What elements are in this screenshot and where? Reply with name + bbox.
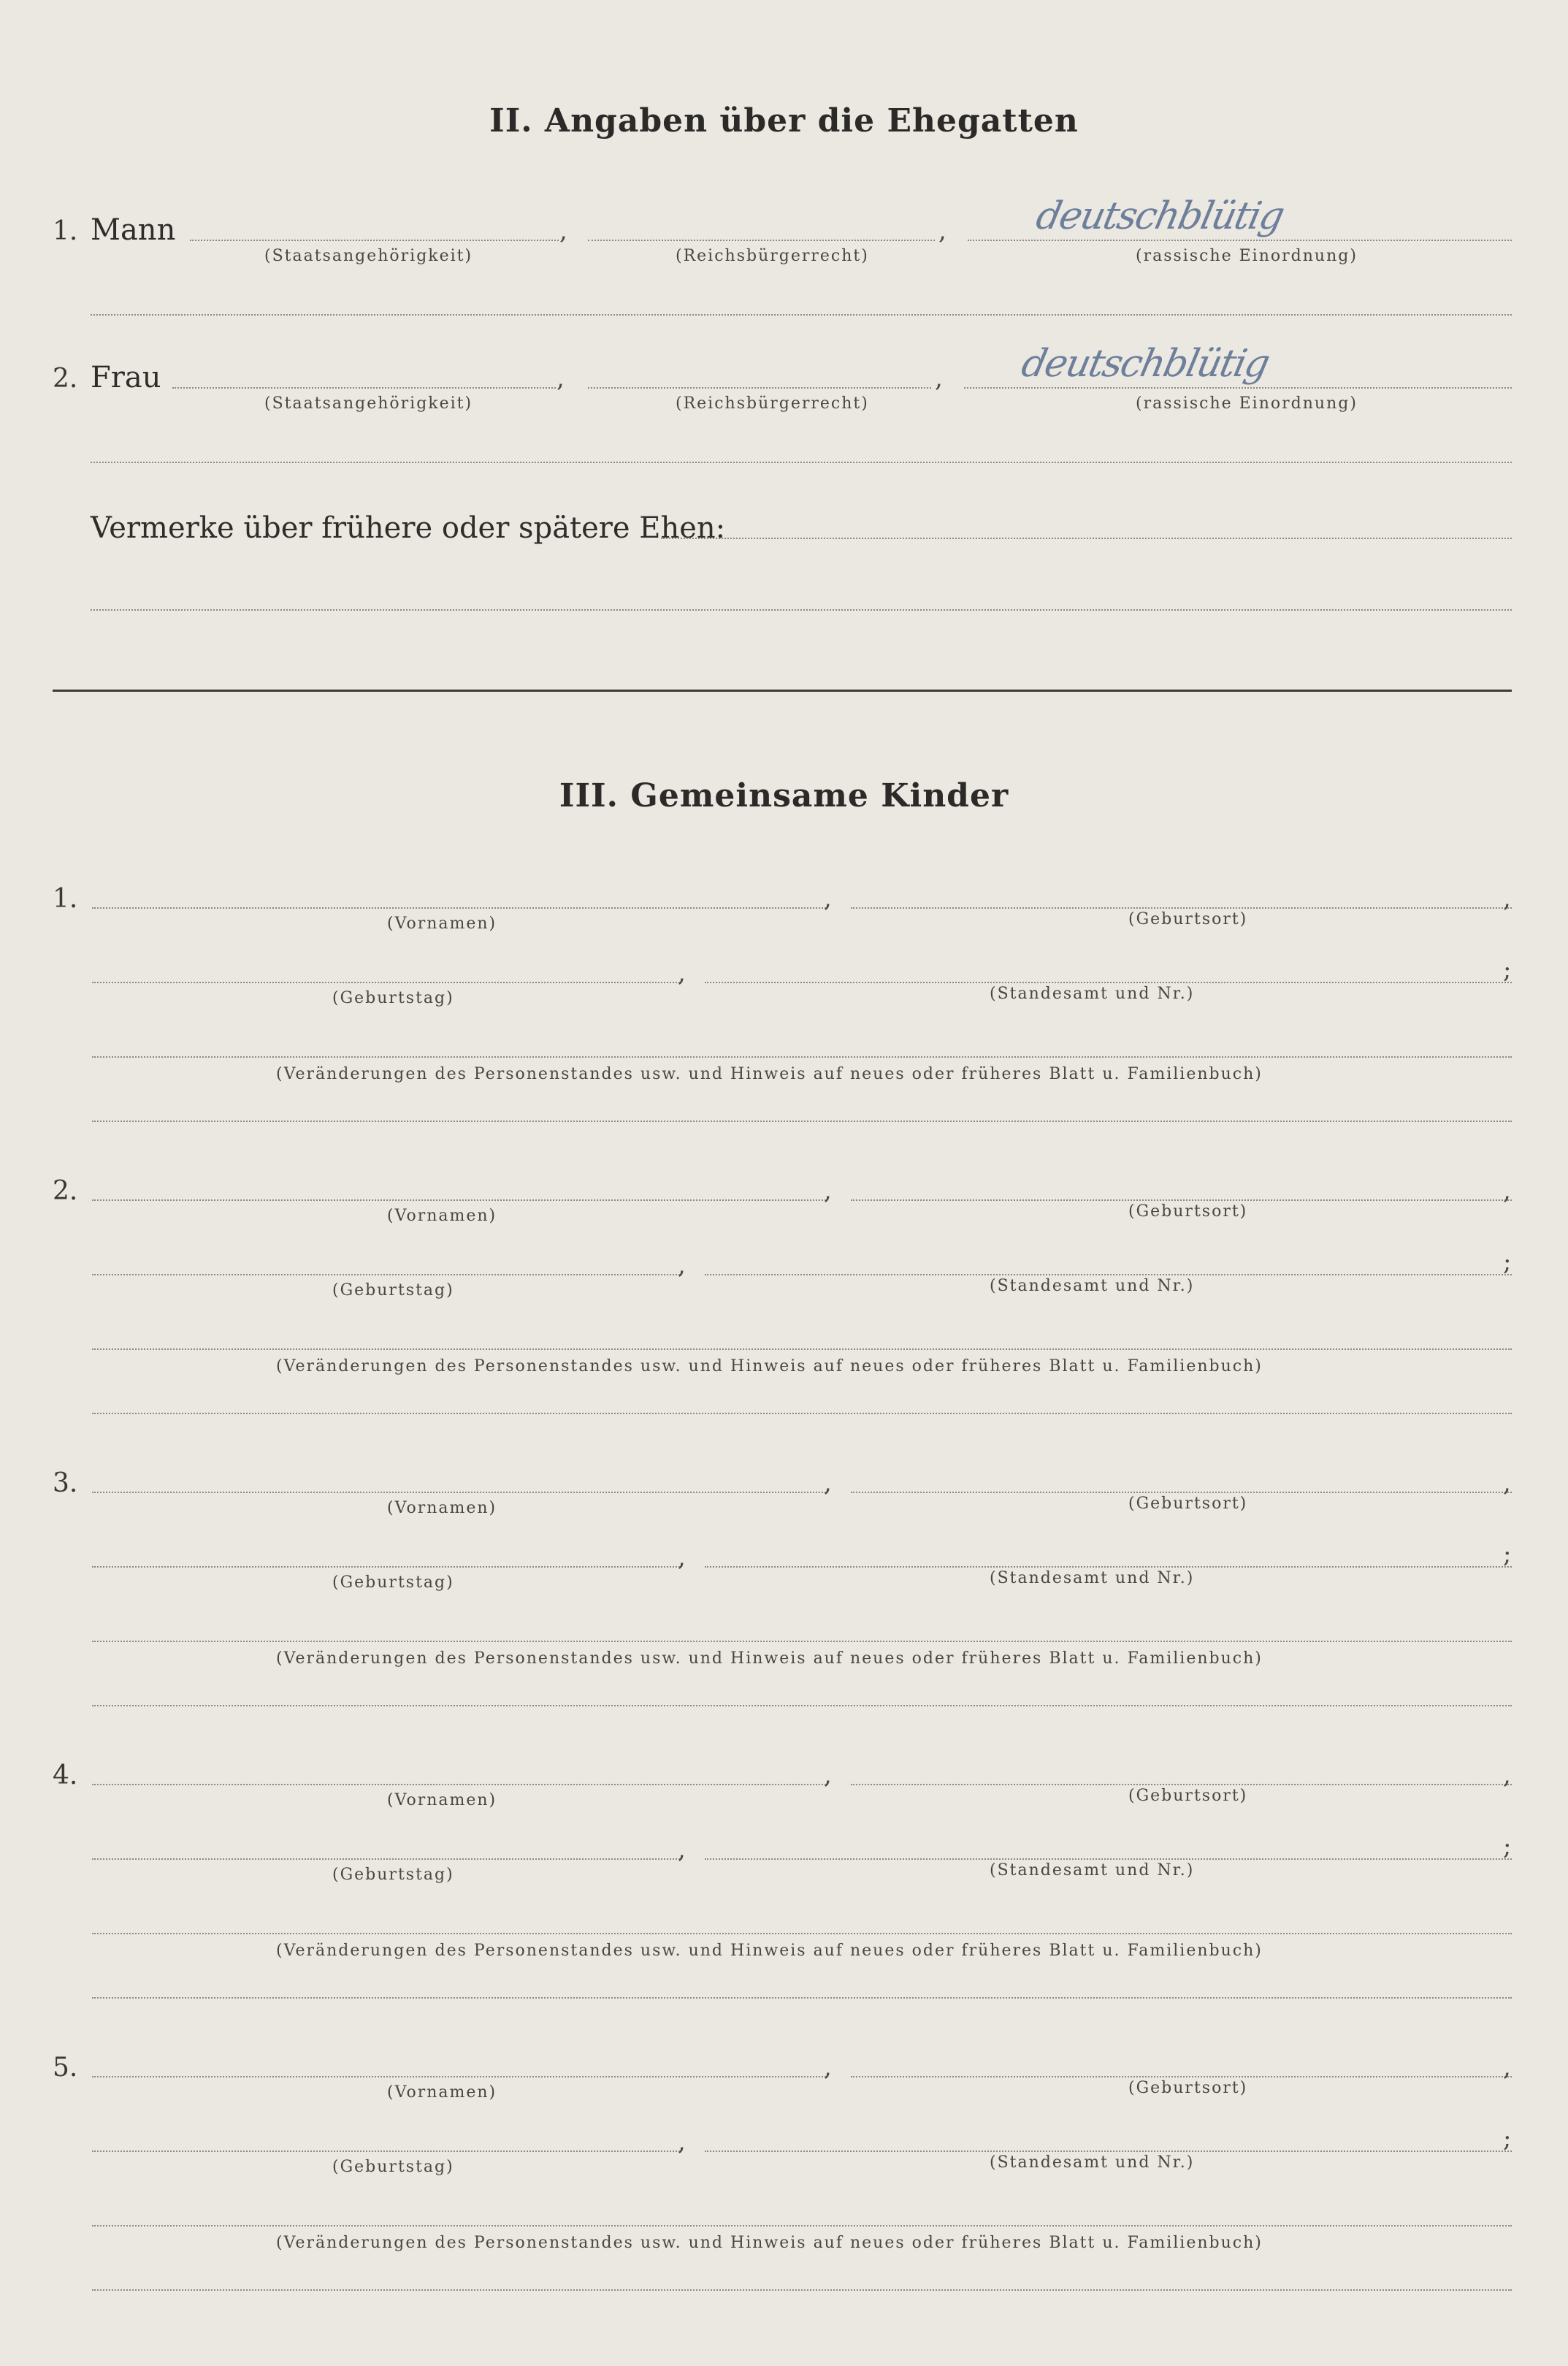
birthplace-line[interactable]: [851, 907, 1512, 909]
first-names-line[interactable]: [92, 907, 826, 909]
changes-line-2[interactable]: [92, 1997, 1512, 1999]
comma: ,: [824, 1176, 832, 1205]
semicolon: ;: [1503, 955, 1512, 985]
remarks-line-2[interactable]: [91, 609, 1512, 611]
birthday-line[interactable]: [92, 1274, 680, 1275]
comma: ,: [1503, 884, 1511, 913]
label-birthplace: (Geburtsort): [1128, 1787, 1248, 1805]
comma: ,: [678, 2127, 686, 2156]
label-birthplace: (Geburtsort): [1128, 1202, 1248, 1221]
label-citizenship: (Staatsangehörigkeit): [264, 394, 473, 413]
label-birthday: (Geburtstag): [332, 1866, 454, 1884]
racial-classification-line[interactable]: [964, 387, 1512, 389]
first-names-line[interactable]: [92, 2076, 826, 2077]
label-racial-classification: (rassische Einordnung): [1136, 247, 1358, 265]
label-racial-classification: (rassische Einordnung): [1136, 394, 1358, 413]
label-changes: (Veränderungen des Personenstandes usw. und Hinweis auf neues oder früheres Blatt u. Familienbuch): [276, 2234, 1263, 2252]
child-number: 2.: [53, 1176, 78, 1206]
handwritten-entry: deutschblütig: [1032, 194, 1288, 238]
changes-line[interactable]: [92, 1348, 1512, 1350]
comma: ,: [557, 364, 565, 393]
label-first-names: (Vornamen): [387, 1207, 497, 1225]
comma: ,: [678, 958, 686, 988]
comma: ,: [678, 1251, 686, 1280]
first-names-line[interactable]: [92, 1199, 826, 1201]
section-ii-title: II. Angaben über die Ehegatten: [489, 102, 1079, 140]
registry-line[interactable]: [705, 982, 1512, 983]
label-birthplace: (Geburtsort): [1128, 910, 1248, 928]
changes-line[interactable]: [92, 1056, 1512, 1058]
label-changes: (Veränderungen des Personenstandes usw. und Hinweis auf neues oder früheres Blatt u. Familienbuch): [276, 1065, 1263, 1083]
changes-line-2[interactable]: [92, 1121, 1512, 1122]
citizenship-line[interactable]: [172, 387, 556, 389]
label-first-names: (Vornamen): [387, 915, 497, 933]
first-names-line[interactable]: [92, 1492, 826, 1493]
changes-line-2[interactable]: [92, 1413, 1512, 1414]
registry-line[interactable]: [705, 1566, 1512, 1568]
section-iii-title: III. Gemeinsame Kinder: [559, 777, 1009, 814]
label-registry: (Standesamt und Nr.): [990, 1277, 1195, 1295]
birthplace-line[interactable]: [851, 1199, 1512, 1201]
label-birthday: (Geburtstag): [332, 1281, 454, 1300]
first-names-line[interactable]: [92, 1784, 826, 1785]
changes-line[interactable]: [92, 1933, 1512, 1934]
changes-line[interactable]: [92, 1641, 1512, 1642]
semicolon: ;: [1503, 2124, 1512, 2153]
label-reich-citizenship: (Reichsbürgerrecht): [676, 394, 869, 413]
label-citizenship: (Staatsangehörigkeit): [264, 247, 473, 265]
comma: ,: [935, 364, 943, 393]
registry-line[interactable]: [705, 1274, 1512, 1275]
continuation-line[interactable]: [91, 462, 1512, 463]
semicolon: ;: [1503, 1832, 1512, 1861]
handwritten-entry: deutschblütig: [1017, 342, 1273, 386]
birthplace-line[interactable]: [851, 2076, 1512, 2077]
comma: ,: [938, 216, 946, 245]
comma: ,: [824, 1468, 832, 1497]
comma: ,: [824, 2053, 832, 2082]
label-registry: (Standesamt und Nr.): [990, 1569, 1195, 1587]
label-first-names: (Vornamen): [387, 1791, 497, 1809]
label-first-names: (Vornamen): [387, 1499, 497, 1517]
continuation-line[interactable]: [91, 314, 1512, 316]
label-registry: (Standesamt und Nr.): [990, 2153, 1195, 2172]
birthday-line[interactable]: [92, 982, 680, 983]
changes-line[interactable]: [92, 2225, 1512, 2226]
registry-line[interactable]: [705, 1858, 1512, 1860]
child-number: 5.: [53, 2053, 78, 2083]
label-registry: (Standesamt und Nr.): [990, 1861, 1195, 1880]
comma: ,: [559, 216, 567, 245]
label-registry: (Standesamt und Nr.): [990, 985, 1195, 1003]
label-changes: (Veränderungen des Personenstandes usw. und Hinweis auf neues oder früheres Blatt u. Familienbuch): [276, 1942, 1263, 1960]
label-changes: (Veränderungen des Personenstandes usw. und Hinweis auf neues oder früheres Blatt u. Familienbuch): [276, 1357, 1263, 1375]
child-number: 3.: [53, 1468, 78, 1498]
field-name-frau: Frau: [91, 361, 161, 394]
row-number: 2.: [53, 364, 78, 394]
birthday-line[interactable]: [92, 2151, 680, 2152]
registry-line[interactable]: [705, 2151, 1512, 2152]
label-birthday: (Geburtstag): [332, 989, 454, 1007]
comma: ,: [678, 1835, 686, 1864]
label-birthday: (Geburtstag): [332, 1573, 454, 1592]
racial-classification-line[interactable]: [968, 240, 1512, 241]
comma: ,: [824, 1760, 832, 1790]
comma: ,: [1503, 1760, 1511, 1790]
changes-line-2[interactable]: [92, 2289, 1512, 2291]
label-birthplace: (Geburtsort): [1128, 1495, 1248, 1513]
row-number: 1.: [53, 216, 78, 246]
remarks-label: Vermerke über frühere oder spätere Ehen:: [91, 511, 726, 545]
birthplace-line[interactable]: [851, 1784, 1512, 1785]
changes-line-2[interactable]: [92, 1705, 1512, 1706]
birthplace-line[interactable]: [851, 1492, 1512, 1493]
reich-citizenship-line[interactable]: [588, 387, 931, 389]
comma: ,: [1503, 1468, 1511, 1497]
label-birthplace: (Geburtsort): [1128, 2079, 1248, 2097]
semicolon: ;: [1503, 1540, 1512, 1569]
birthday-line[interactable]: [92, 1858, 680, 1860]
label-birthday: (Geburtstag): [332, 2158, 454, 2176]
label-reich-citizenship: (Reichsbürgerrecht): [676, 247, 869, 265]
label-changes: (Veränderungen des Personenstandes usw. und Hinweis auf neues oder früheres Blatt u. Familienbuch): [276, 1649, 1263, 1668]
child-number: 4.: [53, 1760, 78, 1790]
birthday-line[interactable]: [92, 1566, 680, 1568]
comma: ,: [678, 1543, 686, 1572]
comma: ,: [1503, 2053, 1511, 2082]
remarks-line[interactable]: [661, 538, 1512, 539]
semicolon: ;: [1503, 1248, 1512, 1277]
comma: ,: [1503, 1176, 1511, 1205]
field-name-mann: Mann: [91, 213, 176, 247]
label-first-names: (Vornamen): [387, 2083, 497, 2102]
reich-citizenship-line[interactable]: [588, 240, 935, 241]
child-number: 1.: [53, 884, 78, 914]
citizenship-line[interactable]: [190, 240, 559, 241]
comma: ,: [824, 884, 832, 913]
section-divider: [53, 690, 1512, 692]
